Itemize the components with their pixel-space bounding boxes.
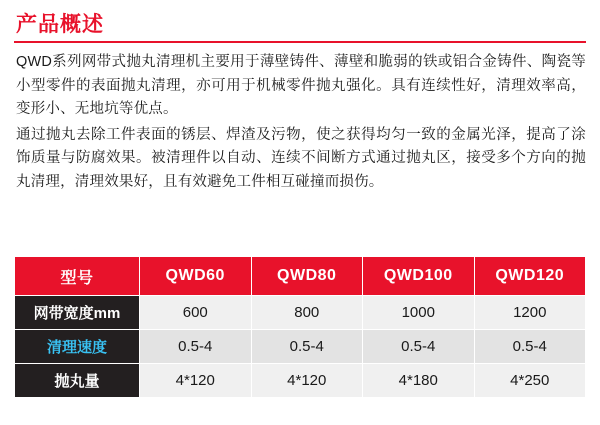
page-title: 产品概述 <box>16 13 104 36</box>
spec-cell-cleaning-speed-qwd60: 0.5-4 <box>140 330 252 364</box>
specification-table <box>14 256 586 398</box>
spec-table-head <box>15 257 586 296</box>
spec-table-body <box>15 296 586 398</box>
spec-cell-shot-volume-qwd120: 4*250 <box>474 364 586 398</box>
spec-header-qwd80: QWD80 <box>251 257 363 296</box>
spec-cell-shot-volume-qwd100: 4*180 <box>363 364 475 398</box>
spec-header-model: 型号 <box>15 257 140 296</box>
spec-header-qwd100: QWD100 <box>363 257 475 296</box>
spec-cell-belt-width-qwd80: 800 <box>251 296 363 330</box>
table-row <box>15 330 586 364</box>
spec-row-label-shot-volume: 抛丸量 <box>15 364 140 398</box>
spec-cell-shot-volume-qwd60: 4*120 <box>140 364 252 398</box>
spec-cell-cleaning-speed-qwd120: 0.5-4 <box>474 330 586 364</box>
spec-header-qwd120: QWD120 <box>474 257 586 296</box>
overview-paragraph-1: QWD系列网带式抛丸清理机主要用于薄壁铸件、薄壁和脆弱的铁或铝合金铸件、陶瓷等小型零件的表面抛丸清理，亦可用于机械零件抛丸强化。具有连续性好，清理效率高，变形小、无地坑等优点。 <box>16 54 586 118</box>
spec-cell-belt-width-qwd60: 600 <box>140 296 252 330</box>
title-divider <box>14 41 586 43</box>
spec-cell-cleaning-speed-qwd100: 0.5-4 <box>363 330 475 364</box>
spec-row-label-cleaning-speed: 清理速度 <box>15 330 140 364</box>
table-row <box>15 364 586 398</box>
spec-cell-belt-width-qwd120: 1200 <box>474 296 586 330</box>
spec-cell-belt-width-qwd100: 1000 <box>363 296 475 330</box>
spec-row-label-belt-width: 网带宽度mm <box>15 296 140 330</box>
overview-paragraph-2: 通过抛丸去除工件表面的锈层、焊渣及污物，使之获得均匀一致的金属光泽，提高了涂饰质量与防腐效果。被清理件以自动、连续不间断方式通过抛丸区，接受多个方向的抛丸清理，清理效果好，且有效避免工件相互碰撞而损伤。 <box>16 126 586 190</box>
table-row <box>15 296 586 330</box>
spec-cell-cleaning-speed-qwd80: 0.5-4 <box>251 330 363 364</box>
spec-table-header-row <box>15 257 586 296</box>
spec-header-qwd60: QWD60 <box>140 257 252 296</box>
spec-cell-shot-volume-qwd80: 4*120 <box>251 364 363 398</box>
